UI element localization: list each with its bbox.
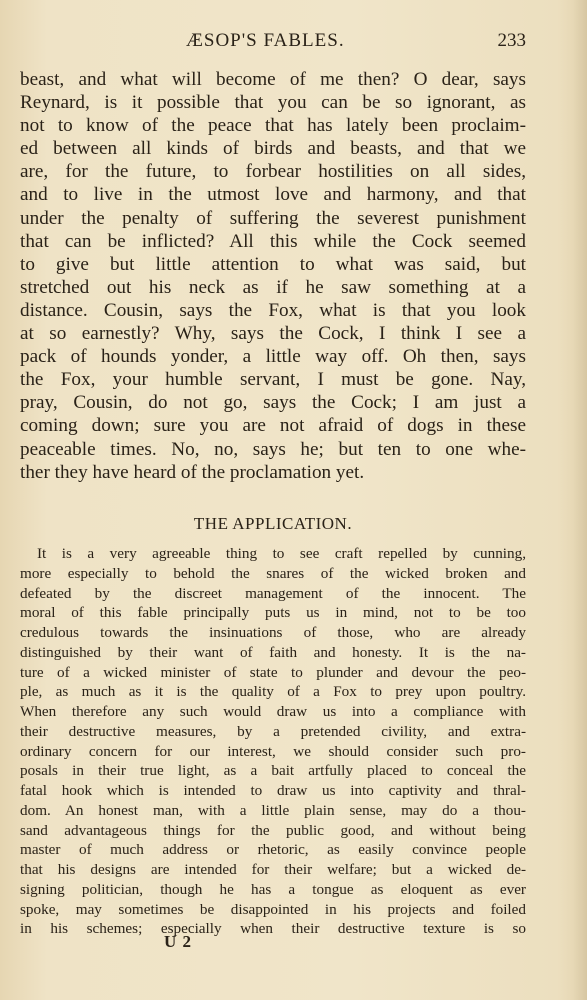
application-line: fatal hook which is intended to draw us into captivity and thral- <box>20 782 526 799</box>
fable-line: Reynard, is it possible that you can be so ignorant, as <box>20 92 526 114</box>
application-heading: THE APPLICATION. <box>193 514 353 533</box>
fable-line: ed between all kinds of birds and beasts, and that we <box>20 138 526 160</box>
fable-line: peaceable times. No, no, says he; but ten to one whe- <box>20 438 526 460</box>
application-line: that his designs are intended for their welfare; but a wicked de- <box>20 861 526 878</box>
application-line: more especially to behold the snares of the wicked broken and <box>20 564 526 582</box>
fable-line: are, for the future, to forbear hostilities on all sides, <box>20 161 526 183</box>
application-line: moral of this fable principally puts us in mind, not to be too <box>20 604 526 622</box>
fable-line: at so earnestly? Why, says the Cock, I think I see a <box>20 323 526 345</box>
application-line: posals in their true light, as a bait artfully placed to conceal the <box>20 762 526 780</box>
running-title: ÆSOP'S FABLES. <box>186 30 345 51</box>
page-edge-shadow <box>573 0 587 1000</box>
application-line: their destructive measures, by a pretended civility, and extra- <box>20 722 526 740</box>
application-line: credulous towards the insinuations of those, who are already <box>20 624 526 641</box>
page-number: 233 <box>497 30 526 51</box>
application-line: master of much address or rhetoric, as easily convince people <box>20 841 526 859</box>
application-line: dom. An honest man, with a little plain sense, may do a thou- <box>20 801 526 819</box>
application-line: ple, as much as it is the quality of a Fox to prey upon poultry. <box>20 683 526 701</box>
fable-text <box>20 68 526 484</box>
application-line: distinguished by their want of faith and honesty. It is the na- <box>20 643 526 661</box>
fable-line: and to live in the utmost love and harmony, and that <box>20 184 526 206</box>
application-line: sand advantageous things for the public good, and without being <box>20 821 526 839</box>
application-line: ture of a wicked minister of state to plunder and devour the peo- <box>20 663 526 681</box>
application-text <box>20 544 526 939</box>
fable-line: to give but little attention to what was said, but <box>20 253 526 275</box>
fable-line: pray, Cousin, do not go, says the Cock; I am just a <box>20 392 526 414</box>
fable-line: beast, and what will become of me then? O dear, says <box>20 69 526 90</box>
fable-line: not to know of the peace that has lately been proclaim- <box>20 115 526 137</box>
application-line: defeated by the discreet management of the innocent. The <box>20 584 526 602</box>
fable-line: distance. Cousin, says the Fox, what is that you look <box>20 299 526 321</box>
application-line: ordinary concern for our interest, we should consider such pro- <box>20 742 526 760</box>
application-line: in his schemes; especially when their destructive texture is so <box>20 920 526 938</box>
application-line: When therefore any such would draw us into a compliance with <box>20 703 526 720</box>
application-line: It is a very agreeable thing to see craft repelled by cunning, <box>37 545 526 562</box>
fable-line: that can be inflicted? All this while the Cock seemed <box>20 230 526 252</box>
fable-line: stretched out his neck as if he saw something at a <box>20 276 526 298</box>
signature-mark: U 2 <box>164 932 193 951</box>
page-header <box>20 30 526 56</box>
fable-line: the Fox, your humble servant, I must be gone. Nay, <box>20 369 526 391</box>
application-line: signing politician, though he has a tongue as eloquent as ever <box>20 880 526 898</box>
application-line: spoke, may sometimes be disappointed in his projects and foiled <box>20 900 526 918</box>
fable-line: pack of hounds yonder, a little way off. Oh then, says <box>20 346 526 368</box>
fable-line: under the penalty of suffering the severest punishment <box>20 207 526 229</box>
fable-line-last: ther they have heard of the proclamation yet. <box>20 461 365 483</box>
fable-line: coming down; sure you are not afraid of dogs in these <box>20 415 526 437</box>
